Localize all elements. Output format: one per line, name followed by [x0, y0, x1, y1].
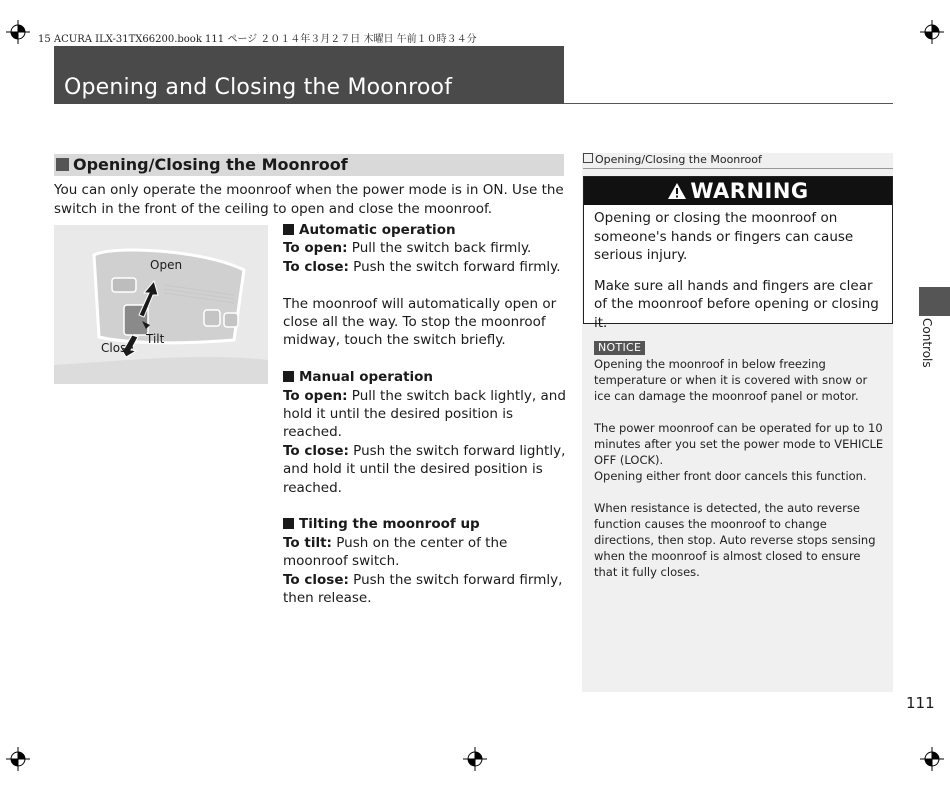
crop-mark-bottom-left — [6, 747, 30, 771]
sidebar-reference: Opening/Closing the Moonroof — [583, 153, 893, 169]
crop-mark-bottom-right — [920, 747, 944, 771]
bullet-square-icon — [283, 518, 294, 529]
warning-text-1: Opening or closing the moonroof on someone's hands or fingers can cause serious injury. — [594, 210, 854, 263]
print-header: 15 ACURA ILX-31TX66200.book 111 ページ ２０１４年３月２７日 木曜日 午前１０時３４分 — [38, 34, 477, 45]
crop-mark-bottom-center — [463, 747, 487, 771]
section-heading: Opening/Closing the Moonroof — [73, 155, 348, 174]
automatic-heading: Automatic operation — [283, 221, 568, 239]
tilting-close: To close: Push the switch forward firmly, then release. — [283, 571, 563, 607]
automatic-close: To close: Push the switch forward firmly. — [283, 258, 561, 275]
warning-text-2: Make sure all hands and fingers are clear of the moonroof before opening or closing it. — [594, 277, 879, 331]
notice-text-1: Opening the moonroof in below freezing temperature or when it is covered with snow or ice can damage the moonroof panel or motor. — [594, 357, 868, 403]
notice-badge: NOTICE — [594, 341, 645, 355]
warning-header: WARNING — [584, 177, 892, 205]
moonroof-switch-figure — [54, 225, 268, 384]
page-number: 111 — [906, 694, 935, 712]
notice-text-2: The power moonroof can be operated for up to 10 minutes after you set the power mode to VEHICLE OFF (LOCK). — [594, 421, 884, 467]
crop-mark-top-right — [920, 20, 944, 44]
tilting-tilt: To tilt: Push on the center of the moonroof switch. — [283, 534, 508, 570]
crop-mark-top-left — [6, 20, 30, 44]
warning-triangle-icon — [667, 179, 687, 207]
bullet-square-icon — [283, 371, 294, 382]
tilting-heading: Tilting the moonroof up — [283, 515, 568, 533]
manual-close: To close: Push the switch forward lightly, and hold it until the desired position is reached. — [283, 442, 566, 496]
instructions-column — [283, 221, 568, 607]
reference-icon — [583, 153, 593, 163]
warning-body — [594, 209, 886, 344]
notice-text-4: When resistance is detected, the auto reverse function causes the moonroof to change directions, then stop. Auto reverse stops sensing when the moonroof is almost closed to ensure that it fully closes. — [594, 501, 876, 579]
manual-open: To open: Pull the switch back lightly, and hold it until the desired position is reached. — [283, 387, 566, 441]
figure-label-open: Open — [150, 258, 183, 272]
chapter-tab-label: Controls — [920, 318, 934, 368]
automatic-open: To open: Pull the switch back firmly. — [283, 240, 532, 257]
chapter-tab — [919, 287, 950, 316]
page-title-bar — [54, 46, 564, 104]
title-rule — [564, 103, 893, 104]
figure-label-close: Close — [101, 341, 134, 355]
section-square-icon — [56, 158, 69, 171]
section-heading-bar — [54, 154, 564, 176]
manual-heading: Manual operation — [283, 368, 568, 386]
figure-label-tilt: Tilt — [146, 332, 165, 346]
notice-text — [594, 356, 884, 580]
page-title: Opening and Closing the Moonroof — [64, 75, 453, 100]
warning-box — [583, 176, 893, 331]
notice-text-3: Opening either front door cancels this function. — [594, 469, 867, 483]
bullet-square-icon — [283, 224, 294, 235]
automatic-note: The moonroof will automatically open or close all the way. To stop the moonroof midway, touch the switch briefly. — [283, 295, 557, 349]
intro-paragraph: You can only operate the moonroof when the power mode is in ON. Use the switch in the front of the ceiling to open and close the moonroof. — [54, 182, 564, 217]
